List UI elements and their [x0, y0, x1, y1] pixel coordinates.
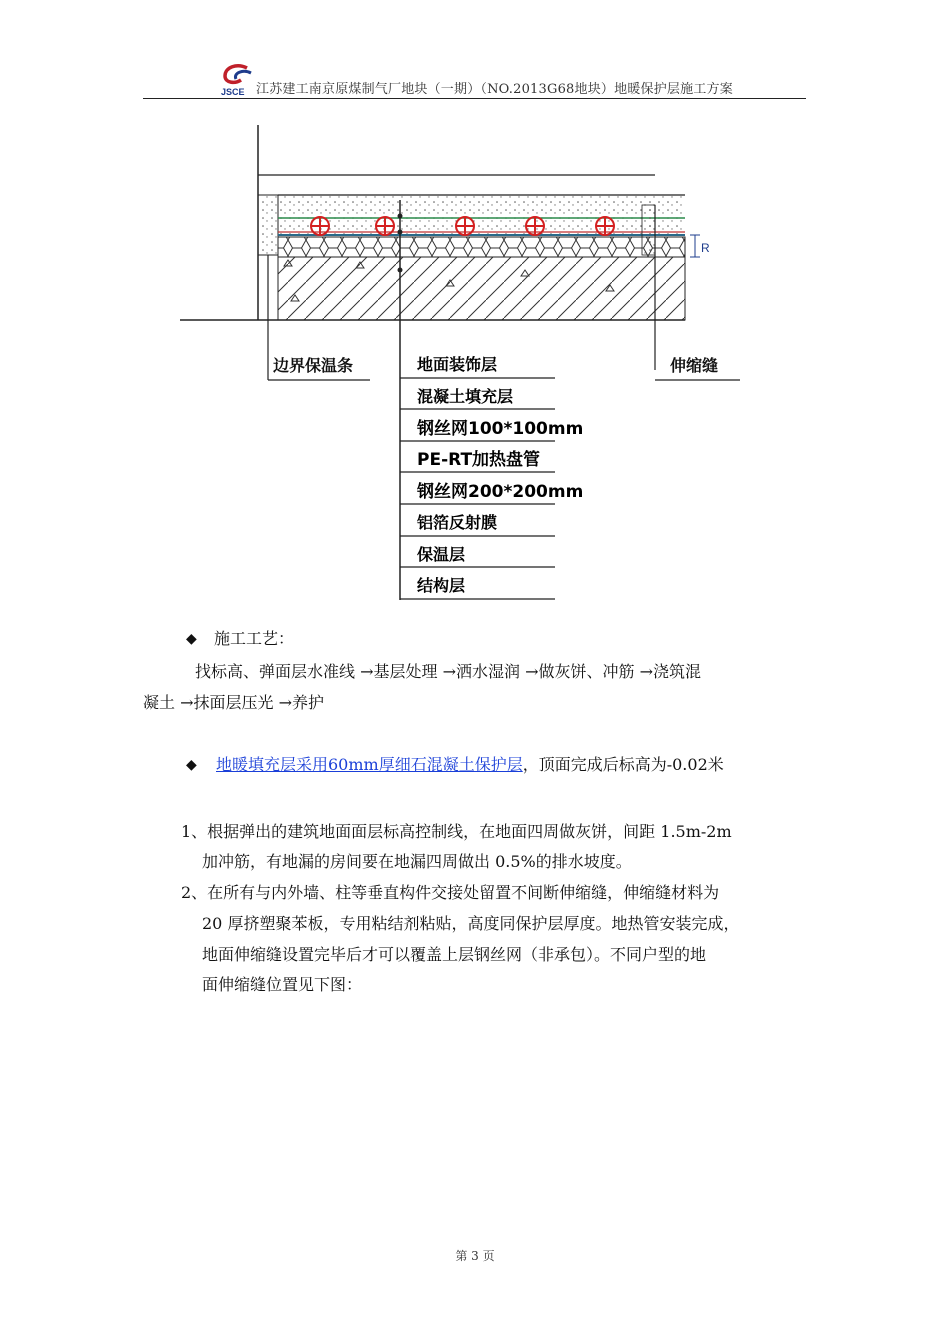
edge-insulation-strip	[258, 195, 278, 255]
item-2-line: 20 厚挤塑聚苯板，专用粘结剂粘贴，高度同保护层厚度。地热管安装完成，	[202, 914, 740, 933]
layer-label: 结构层	[417, 576, 466, 595]
bullet-diamond-icon: ◆	[186, 757, 197, 773]
layer-label: 混凝土填充层	[417, 387, 514, 406]
item-2-line: 地面伸缩缝设置完毕后才可以覆盖上层钢丝网（非承包）。不同户型的地	[202, 945, 707, 964]
structural-layer	[278, 257, 685, 320]
thickness-dimension	[690, 235, 710, 257]
svg-text:JSCE: JSCE	[221, 87, 245, 97]
layer-label: PE-RT加热盘管	[417, 450, 541, 470]
concrete-fill-layer	[278, 195, 685, 235]
page-number: 第 3 页	[455, 1249, 495, 1263]
process-heading: 施工工艺：	[214, 629, 295, 648]
layer-label: 钢丝网200*200mm	[417, 482, 584, 502]
header-title: 江苏建工南京原煤制气厂地块（一期）（NO.2013G68地块）地暖保护层施工方案	[256, 82, 733, 97]
filling-statement-rest: ，顶面完成后标高为-0.02米	[522, 755, 724, 774]
insulation-layer	[278, 237, 685, 257]
bullet-diamond-icon: ◆	[186, 631, 197, 647]
filling-statement	[216, 749, 724, 780]
expansion-joint	[642, 205, 655, 255]
expansion-joint-label: 伸缩缝	[670, 356, 719, 375]
company-logo	[219, 62, 259, 96]
edge-insulation-label: 边界保温条	[273, 356, 354, 375]
svg-text:R: R	[701, 241, 710, 255]
item-2-line: 2、在所有与内外墙、柱等垂直构件交接处留置不间断伸缩缝，伸缩缝材料为	[181, 883, 720, 902]
item-1-line: 加冲筋，有地漏的房间要在地漏四周做出 0.5%的排水坡度。	[202, 852, 632, 871]
layer-label: 保温层	[417, 545, 466, 564]
process-line: 找标高、弹面层水准线 →基层处理 →洒水湿润 →做灰饼、冲筋 →浇筑混	[195, 662, 701, 681]
item-2-line: 面伸缩缝位置见下图：	[202, 975, 363, 994]
item-1-line: 1、根据弹出的建筑地面面层标高控制线，在地面四周做灰饼，间距 1.5m-2m	[181, 822, 732, 841]
layer-label: 地面装饰层	[417, 355, 498, 374]
filling-layer-link[interactable]: 地暖填充层采用60mm厚细石混凝土保护层	[216, 755, 523, 774]
layer-label: 铝箔反射膜	[417, 513, 498, 532]
floor-heating-section-diagram	[180, 120, 719, 610]
page-header	[143, 62, 806, 99]
process-line: 凝土 →抹面层压光 →养护	[143, 693, 324, 712]
layer-label: 钢丝网100*100mm	[417, 419, 584, 439]
layer-list	[400, 355, 583, 599]
